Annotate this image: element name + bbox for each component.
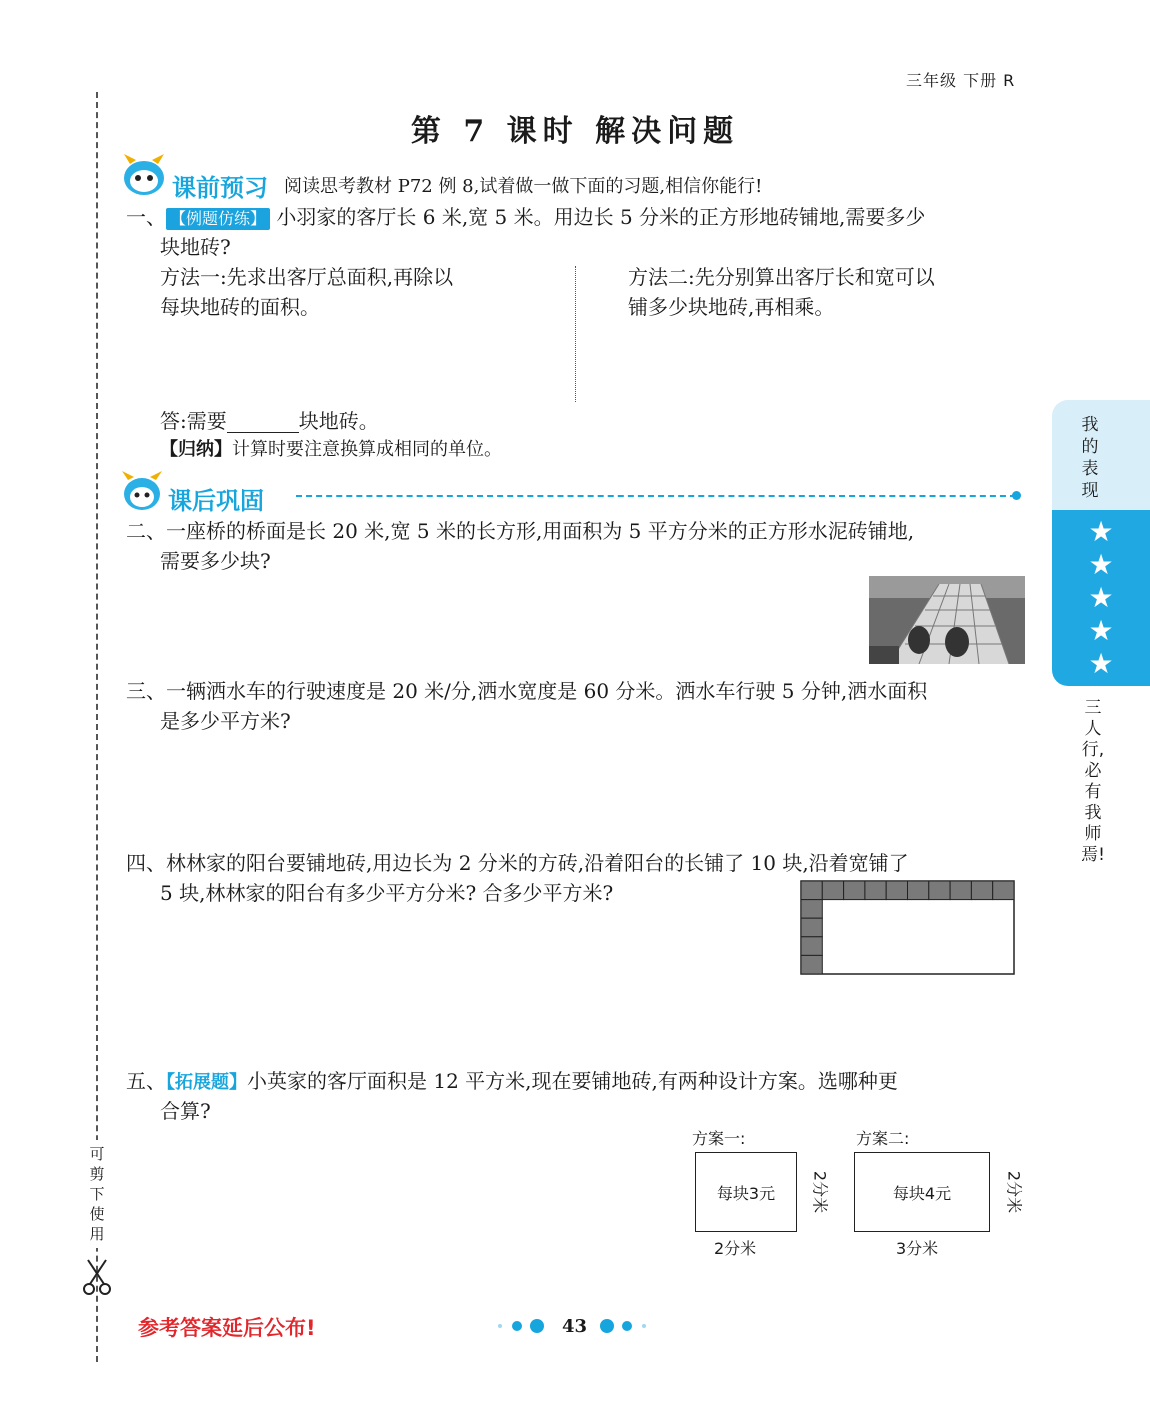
plan2-label: 方案二:	[856, 1129, 910, 1148]
star-icon[interactable]: ★	[1088, 548, 1114, 582]
star-icon[interactable]: ★	[1088, 580, 1114, 614]
plan2-box	[854, 1152, 990, 1232]
page-number-area	[496, 1316, 656, 1336]
section-divider	[296, 495, 1016, 497]
cut-hint: 可剪下使用	[86, 1140, 108, 1248]
length-tile	[971, 881, 992, 900]
q2-line2: 需要多少块?	[160, 549, 271, 573]
question-5	[126, 1066, 898, 1098]
q1-line2: 块地砖?	[160, 235, 231, 259]
plan2-price: 每块4元	[892, 1183, 952, 1203]
grade-label: 三年级 下册 R	[906, 71, 1016, 90]
dot-decoration	[600, 1319, 614, 1333]
length-tile	[929, 881, 950, 900]
performance-title-area	[1052, 400, 1150, 510]
length-tile	[908, 881, 929, 900]
q4-line2: 5 块,林林家的阳台有多少平方分米? 合多少平方米?	[160, 881, 614, 905]
width-tile	[801, 937, 822, 956]
q3-number: 三、	[126, 679, 166, 703]
stars-rating	[1052, 510, 1150, 686]
width-tile	[801, 900, 822, 919]
summary-tag: 【归纳】	[160, 439, 232, 460]
dot-decoration	[622, 1321, 632, 1331]
q5-line1: 小英家的客厅面积是 12 平方米,现在要铺地砖,有两种设计方案。选哪种更	[247, 1069, 898, 1093]
side-motto: 三人行,必有我师焉!	[1081, 698, 1105, 865]
q2-line1: 一座桥的桥面是长 20 米,宽 5 米的长方形,用面积为 5 平方分米的正方形水泥砖铺地,	[166, 519, 915, 543]
performance-title: 我的表现	[1081, 415, 1099, 501]
star-icon[interactable]: ★	[1088, 515, 1114, 549]
summary-text: 计算时要注意换算成相同的单位。	[232, 439, 502, 460]
mascot-icon-2	[120, 470, 166, 514]
length-tile	[865, 881, 886, 900]
length-tile	[801, 881, 822, 900]
width-tile	[801, 918, 822, 937]
q4-number: 四、	[126, 851, 166, 875]
q1-summary	[160, 436, 502, 464]
q3-line2: 是多少平方米?	[160, 709, 291, 733]
q1-answer	[160, 406, 379, 436]
width-tile	[801, 955, 822, 974]
length-tile	[950, 881, 971, 900]
length-tile	[993, 881, 1014, 900]
preview-heading: 课前预习	[172, 174, 268, 202]
dot-decoration	[498, 1324, 502, 1328]
dot-decoration	[530, 1319, 544, 1333]
dot-decoration	[642, 1324, 646, 1328]
q5-number: 五、	[126, 1069, 166, 1093]
plan1-price: 每块3元	[716, 1183, 776, 1203]
method-divider	[575, 266, 576, 402]
plan1-box	[695, 1152, 797, 1232]
plan1-bottom: 2分米	[714, 1239, 757, 1258]
preview-intro: 阅读思考教材 P72 例 8,试着做一做下面的习题,相信你能行!	[284, 176, 763, 197]
page-title: 第 7 课时 解决问题	[410, 114, 740, 149]
star-icon[interactable]: ★	[1088, 646, 1114, 680]
mascot-icon	[120, 152, 170, 198]
bridge-workers-image	[869, 576, 1025, 664]
q1-number: 一、	[126, 205, 166, 229]
q1-answer-blank[interactable]	[227, 412, 299, 433]
plan2-side: 2分米	[1004, 1170, 1024, 1214]
q1-method1-line1: 方法一:先求出客厅总面积,再除以	[160, 265, 454, 289]
q1-answer-suffix: 块地砖。	[298, 409, 379, 433]
length-tile	[822, 881, 843, 900]
q1-line1: 小羽家的客厅长 6 米,宽 5 米。用边长 5 分米的正方形地砖铺地,需要多少	[276, 205, 926, 229]
q5-tag: 【拓展题】	[166, 1072, 247, 1093]
q1-answer-prefix: 答:需要	[160, 409, 227, 433]
performance-tab	[1052, 400, 1150, 686]
divider-dot	[1012, 491, 1021, 500]
question-1	[126, 202, 1036, 232]
q2-number: 二、	[126, 519, 166, 543]
question-3	[126, 676, 927, 706]
q1-method2-line2: 铺多少块地砖,再相乘。	[628, 295, 835, 319]
q1-method1-line2: 每块地砖的面积。	[160, 295, 320, 319]
q5-line2: 合算?	[160, 1099, 211, 1123]
after-heading: 课后巩固	[168, 487, 264, 515]
question-4	[126, 848, 909, 878]
plan2-bottom: 3分米	[896, 1239, 939, 1258]
question-2	[126, 516, 914, 546]
answer-notice: 参考答案延后公布!	[138, 1316, 316, 1340]
length-tile	[844, 881, 865, 900]
scissors-icon	[82, 1258, 112, 1298]
dot-decoration	[512, 1321, 522, 1331]
q1-method2-line1: 方法二:先分别算出客厅长和宽可以	[628, 265, 935, 289]
length-tile	[886, 881, 907, 900]
star-icon[interactable]: ★	[1088, 613, 1114, 647]
page-number: 43	[562, 1316, 588, 1337]
q4-line1: 林林家的阳台要铺地砖,用边长为 2 分米的方砖,沿着阳台的长铺了 10 块,沿着宽铺了	[166, 851, 909, 875]
balcony-tiles-diagram	[800, 880, 1016, 976]
plan1-label: 方案一:	[692, 1129, 746, 1148]
q3-line1: 一辆洒水车的行驶速度是 20 米/分,洒水宽度是 60 分米。洒水车行驶 5 分钟,洒水面积	[166, 679, 928, 703]
plan1-side: 2分米	[810, 1170, 830, 1214]
q1-tag: 【例题仿练】	[166, 208, 270, 230]
